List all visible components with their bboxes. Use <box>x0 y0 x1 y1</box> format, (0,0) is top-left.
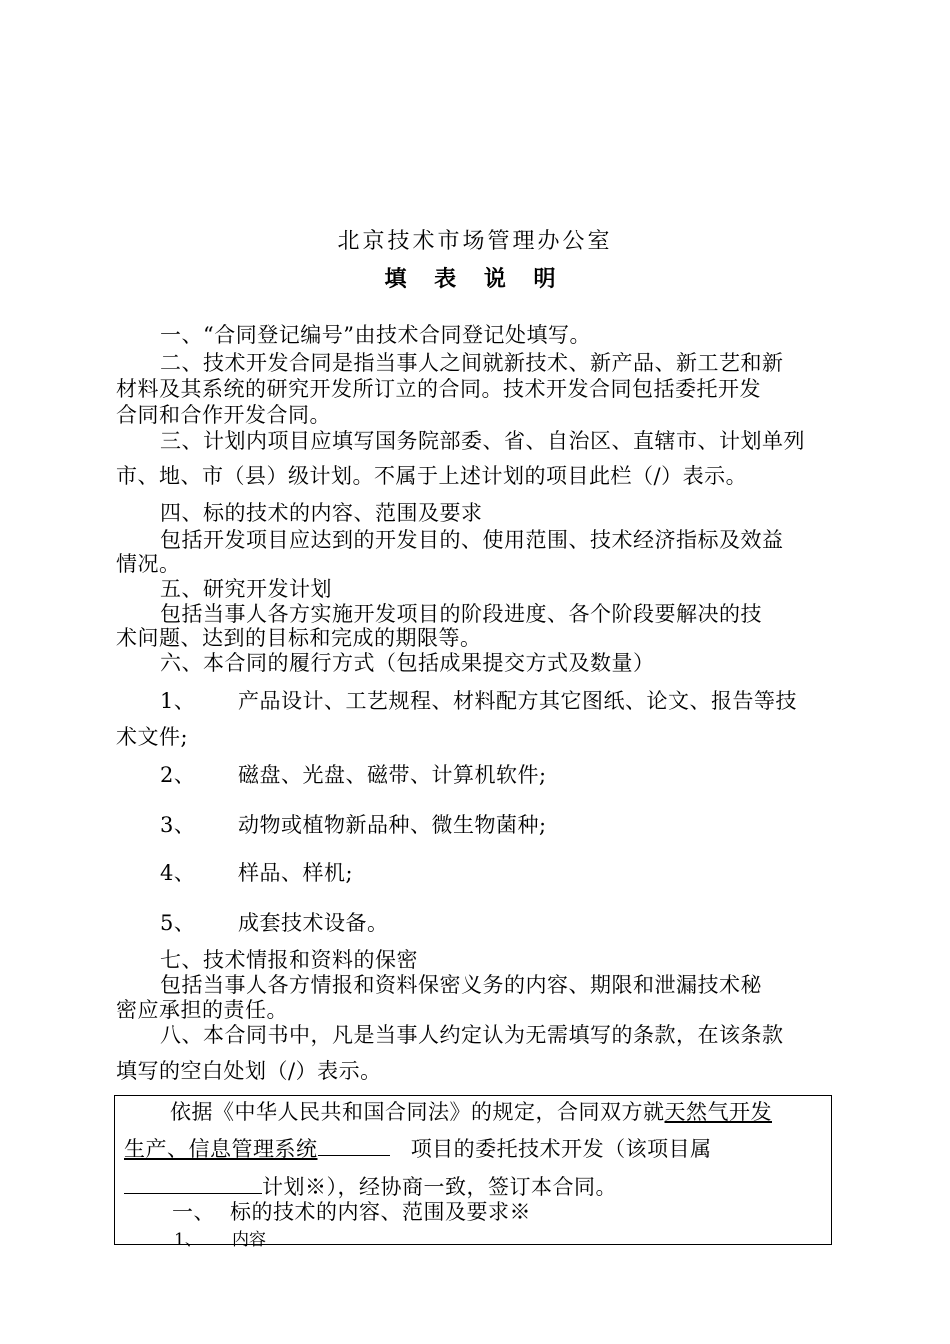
contract-intro <box>170 1099 772 1125</box>
contract-plan-line <box>124 1173 617 1200</box>
instruction-item-5-heading: 五、研究开发计划 <box>160 577 332 601</box>
subsection-1-title: 内容 <box>232 1230 266 1250</box>
project-name-field-part-1[interactable]: 天然气开发 <box>664 1100 772 1124</box>
contract-project-line <box>124 1135 712 1162</box>
instruction-item-2-line-2: 材料及其系统的研究开发所订立的合同。技术开发合同包括委托开发 <box>116 377 761 401</box>
instruction-item-2-line-3: 合同和合作开发合同。 <box>116 403 331 427</box>
subsection-1-number: 1、 <box>174 1230 202 1250</box>
delivery-item-number: 5、 <box>160 911 196 935</box>
instruction-item-4-heading: 四、标的技术的内容、范围及要求 <box>160 501 483 525</box>
delivery-item-text: 样品、样机; <box>238 861 354 885</box>
instruction-item-7-line-2: 密应承担的责任。 <box>116 998 288 1022</box>
section-1-title: 标的技术的内容、范围及要求※ <box>230 1200 531 1224</box>
contract-intro-text: 依据《中华人民共和国合同法》的规定，合同双方就 <box>170 1100 665 1124</box>
instruction-item-5-line-1: 包括当事人各方实施开发项目的阶段进度、各个阶段要解决的技 <box>160 602 762 626</box>
delivery-item-text: 产品设计、工艺规程、材料配方其它图纸、论文、报告等技 <box>238 689 797 713</box>
after-project-text: 项目的委托技术开发（该项目属 <box>410 1137 712 1161</box>
page-title: 填 表 说 明 <box>384 266 566 292</box>
instruction-item-3-line-1: 三、计划内项目应填写国务院部委、省、自治区、直辖市、计划单列 <box>160 429 805 453</box>
delivery-item-number: 2、 <box>160 763 196 787</box>
instruction-item-4-line-1: 包括开发项目应达到的开发目的、使用范围、技术经济指标及效益 <box>160 528 784 552</box>
delivery-item-number: 3、 <box>160 813 196 837</box>
project-name-field-blank[interactable] <box>318 1135 390 1156</box>
instruction-item-8-line-2: 填写的空白处划（/）表示。 <box>116 1059 382 1083</box>
instruction-item-7-line-1: 包括当事人各方情报和资料保密义务的内容、期限和泄漏技术秘 <box>160 973 762 997</box>
delivery-item-text: 成套技术设备。 <box>238 911 389 935</box>
instruction-item-4-line-2: 情况。 <box>116 552 181 576</box>
delivery-item-number: 4、 <box>160 861 196 885</box>
section-1-number: 一、 <box>172 1200 215 1224</box>
instruction-item-3-line-2: 市、地、市（县）级计划。不属于上述计划的项目此栏（/）表示。 <box>116 464 748 488</box>
plan-type-field[interactable] <box>124 1173 262 1194</box>
delivery-item-text-cont: 术文件; <box>116 725 189 749</box>
instruction-item-2-line-1: 二、技术开发合同是指当事人之间就新技术、新产品、新工艺和新 <box>160 351 784 375</box>
instruction-item-6-heading: 六、本合同的履行方式（包括成果提交方式及数量） <box>160 651 655 675</box>
instruction-item-8-line-1: 八、本合同书中，凡是当事人约定认为无需填写的条款，在该条款 <box>160 1023 784 1047</box>
instruction-item-7-heading: 七、技术情报和资料的保密 <box>160 948 418 972</box>
office-name: 北京技术市场管理办公室 <box>337 229 613 254</box>
project-name-field-part-2[interactable]: 生产、信息管理系统 <box>124 1137 318 1161</box>
delivery-item-text: 动物或植物新品种、微生物菌种; <box>238 813 547 837</box>
delivery-item-text: 磁盘、光盘、磁带、计算机软件; <box>238 763 547 787</box>
delivery-item-number: 1、 <box>160 689 196 713</box>
plan-suffix-text: 计划※），经协商一致，签订本合同。 <box>262 1175 617 1199</box>
instruction-item-5-line-2: 术问题、达到的目标和完成的期限等。 <box>116 626 482 650</box>
instruction-item-1: 一、“合同登记编号”由技术合同登记处填写。 <box>160 323 591 347</box>
